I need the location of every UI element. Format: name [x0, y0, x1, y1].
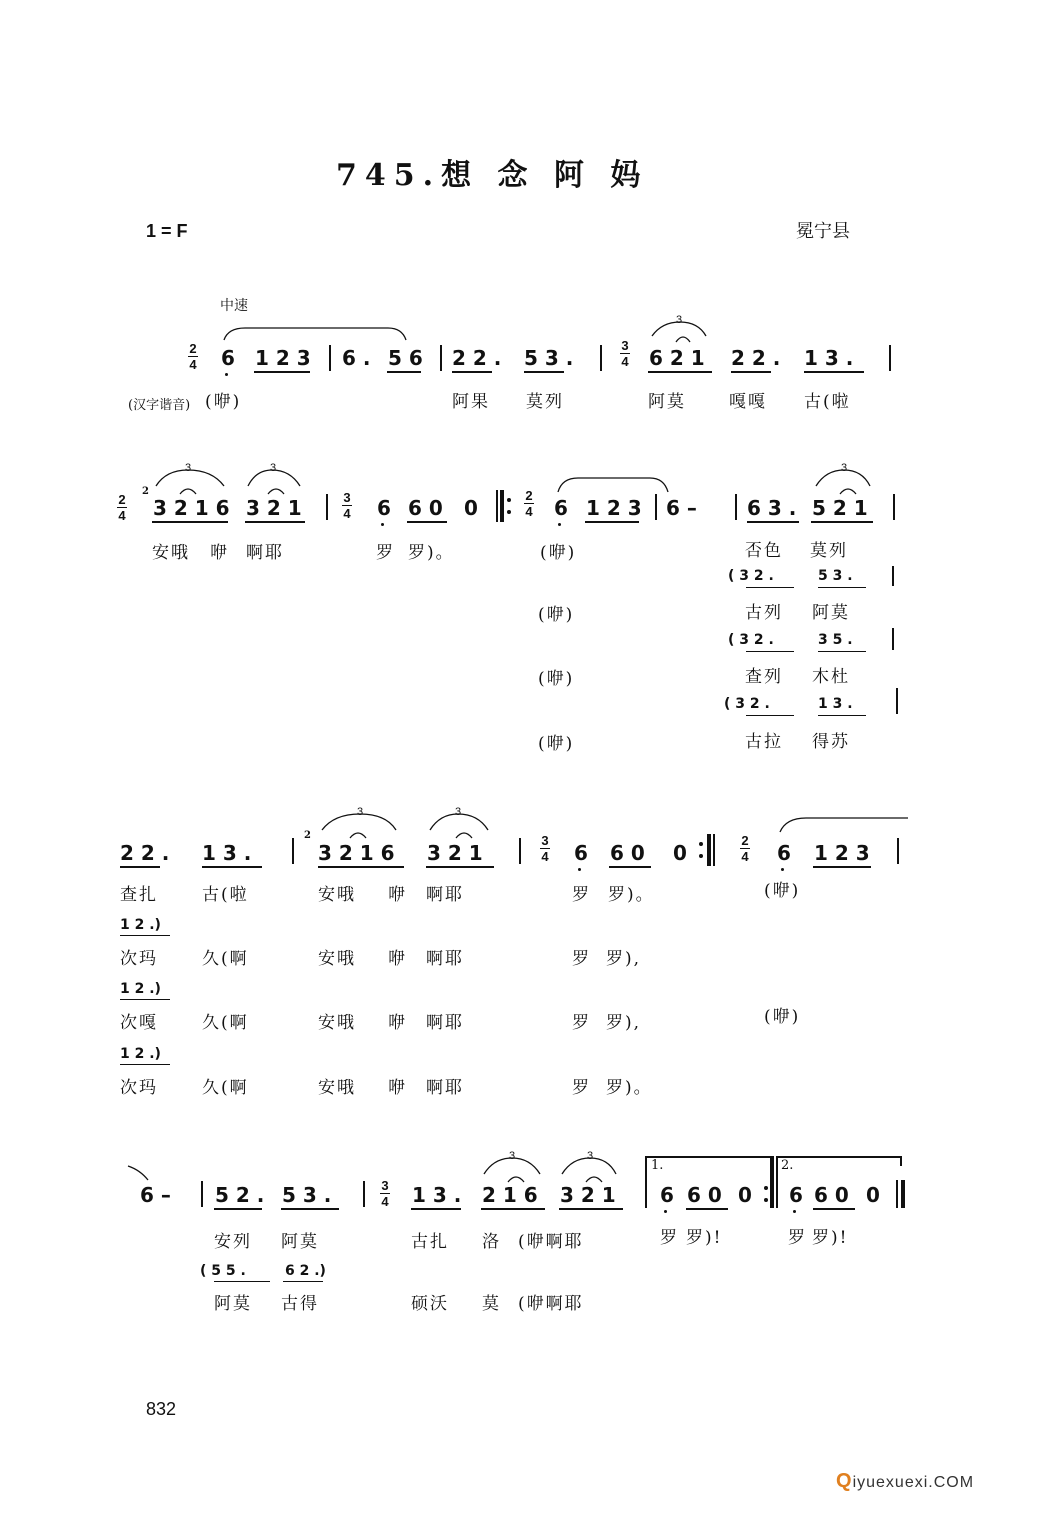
lyric: 古列 [745, 603, 783, 623]
watermark-logo-letter: Q [836, 1470, 853, 1492]
alt-notes: 1 2 .) [120, 917, 161, 933]
alt-notes: 1 3 . [818, 696, 853, 712]
note-group: 1 2 3 [814, 841, 870, 865]
lyric: 莫列 [810, 541, 848, 561]
note-group: 5 2 . [215, 1183, 265, 1207]
lyric: 硕沃 [411, 1294, 449, 1314]
note: 6 [789, 1183, 803, 1207]
lyric: (咿) [205, 392, 242, 412]
triplet-number: 3 [841, 462, 848, 474]
lyric: (咿啊耶 [518, 1294, 584, 1314]
repeat-dot [699, 842, 703, 846]
triplet-notes: 3 2 1 [560, 1183, 616, 1207]
lyric: 罗)! [812, 1228, 849, 1248]
repeat-dot [764, 1198, 768, 1202]
lyric: 古拉 [745, 732, 783, 752]
note: 6 [660, 1183, 674, 1207]
note-group: 6 0 [814, 1183, 849, 1207]
note: 0 [738, 1183, 752, 1207]
note-group: 1 3 . [202, 841, 252, 865]
repeat-dot [699, 854, 703, 858]
triplet-notes: 6 2 1 [649, 346, 705, 370]
lyric: 啊耶 [426, 885, 464, 905]
lyric: 安哦 [318, 1013, 356, 1033]
note: 6 [377, 496, 391, 520]
lyric: 久(啊 [202, 1078, 249, 1098]
lyric: 莫 [482, 1294, 501, 1314]
time-signature-2-4: 2 4 [118, 492, 126, 523]
slur [128, 1166, 148, 1180]
lyric: (咿) [538, 734, 575, 754]
time-signature-3-4: 3 4 [541, 833, 549, 864]
note-group: 2 2 . [452, 346, 502, 370]
tie [350, 833, 366, 838]
lyric: 罗 [376, 543, 395, 563]
lyric: 咿 [388, 1078, 407, 1098]
tie [840, 489, 856, 494]
triplet-notes: 5 2 1 [812, 496, 868, 520]
note-group: 5 3 . [282, 1183, 332, 1207]
triplet-number: 3 [270, 462, 277, 474]
alt-notes: ( 3 2 . [728, 568, 774, 584]
note-group: 6 0 [408, 496, 443, 520]
lyric: 咿 [388, 885, 407, 905]
tempo-marking: 中速 [220, 298, 248, 314]
note-group: 1 2 3 [255, 346, 311, 370]
page-number: 832 [146, 1399, 177, 1419]
key-signature: 1 = F [146, 221, 188, 241]
lyric: 阿莫 [281, 1232, 319, 1252]
note: 0 [673, 841, 687, 865]
region-label: 冕宁县 [796, 221, 850, 242]
note-group: 1 2 3 [586, 496, 642, 520]
lyric: 罗), [606, 949, 642, 969]
volta-label: 2. [781, 1158, 794, 1173]
lyric: 次玛 [120, 1078, 158, 1098]
time-signature-3-4: 3 4 [343, 490, 351, 521]
watermark-text: iyuexuexi.COM [852, 1474, 975, 1491]
alt-notes: 1 2 .) [120, 1046, 161, 1062]
note: 0 [464, 496, 478, 520]
note-group: 6 0 [610, 841, 645, 865]
lyric: 罗 [572, 949, 591, 969]
triplet-number: 3 [587, 1150, 594, 1162]
lyric: 安哦 [318, 885, 356, 905]
lyric: 罗)。 [408, 543, 455, 563]
tie [676, 337, 690, 342]
lyric: 次玛 [120, 949, 158, 969]
lyric: 查扎 [120, 885, 158, 905]
note: 0 [866, 1183, 880, 1207]
lyric: 罗), [606, 1013, 642, 1033]
lyric: 否色 [745, 541, 783, 561]
lyric: 啊耶 [426, 1078, 464, 1098]
lyric: 阿莫 [214, 1294, 252, 1314]
time-signature-2-4: 2 4 [525, 488, 533, 519]
lyric: 古(啦 [804, 392, 851, 412]
alt-notes: ( 3 2 . [728, 632, 774, 648]
slur [224, 328, 406, 340]
note-group: 1 3 . [804, 346, 854, 370]
triplet-notes: 3 2 1 6 [153, 496, 230, 520]
lyric: 安哦 [152, 543, 190, 563]
alt-notes: ( 5 5 . [200, 1263, 246, 1279]
note-group: 1 3 . [412, 1183, 462, 1207]
tie [268, 489, 284, 494]
lyric: (咿) [540, 543, 577, 563]
alt-notes: ( 3 2 . [724, 696, 770, 712]
triplet-notes: 2 1 6 [482, 1183, 538, 1207]
lyric: 罗 [788, 1228, 807, 1248]
lyric: 阿果 [452, 392, 490, 412]
lyric-note: (汉字谐音) [128, 398, 191, 413]
note-group: 6 3 . [747, 496, 797, 520]
lyric: 洛 [482, 1232, 501, 1252]
note-group: 6 . [342, 346, 371, 370]
time-signature-2-4: 2 4 [189, 341, 197, 372]
lyric: (咿) [538, 605, 575, 625]
lyric: 得苏 [812, 732, 850, 752]
lyric: 古扎 [411, 1232, 449, 1252]
lyric: 安哦 [318, 949, 356, 969]
lyric: 啊耶 [426, 949, 464, 969]
tie [180, 489, 196, 494]
lyric: 咿 [388, 1013, 407, 1033]
note-group: 6 0 [687, 1183, 722, 1207]
lyric: (咿) [538, 669, 575, 689]
grace-note: 2 [142, 486, 149, 497]
lyric: 久(啊 [202, 1013, 249, 1033]
song-title: 745.想 念 阿 妈 [336, 158, 649, 193]
lyric: 罗)。 [608, 885, 655, 905]
grace-note: 2 [304, 830, 311, 841]
slur [780, 818, 908, 832]
note-group: 6 – [140, 1183, 171, 1207]
lyric: 莫列 [526, 392, 564, 412]
alt-notes: 3 5 . [818, 632, 853, 648]
time-signature-3-4: 3 4 [621, 338, 629, 369]
lyric: 古得 [281, 1294, 319, 1314]
lyric: 咿 [210, 543, 229, 563]
lyric: 咿 [388, 949, 407, 969]
lyric: 木杜 [812, 667, 850, 687]
triplet-notes: 3 2 1 [427, 841, 483, 865]
note-group: 5 6 [388, 346, 423, 370]
triplet-number: 3 [185, 462, 192, 474]
lyric: 罗 [572, 885, 591, 905]
triplet-number: 3 [676, 314, 683, 326]
note: 6 [221, 346, 235, 370]
lyric: 罗 [572, 1013, 591, 1033]
alt-notes: 1 2 .) [120, 981, 161, 997]
repeat-dot [507, 510, 511, 514]
tie [508, 1177, 524, 1182]
lyric: 次嘎 [120, 1013, 158, 1033]
lyric: 罗 [572, 1078, 591, 1098]
note-group: 2 2 . [120, 841, 170, 865]
lyric: (咿) [764, 881, 801, 901]
lyric: 查列 [745, 667, 783, 687]
note-group: 5 3 . [524, 346, 574, 370]
lyric: 啊耶 [426, 1013, 464, 1033]
triplet-notes: 3 2 1 [246, 496, 302, 520]
lyric: 安哦 [318, 1078, 356, 1098]
note-group: 2 2 . [731, 346, 781, 370]
triplet-notes: 3 2 1 6 [318, 841, 395, 865]
alt-notes: 5 3 . [818, 568, 853, 584]
lyric: (咿啊耶 [518, 1232, 584, 1252]
note: 6 [574, 841, 588, 865]
lyric: 啊耶 [246, 543, 284, 563]
note: 6 [777, 841, 791, 865]
lyric: 阿莫 [812, 603, 850, 623]
site-watermark [836, 1470, 974, 1493]
lyric: 古(啦 [202, 885, 249, 905]
triplet-number: 3 [509, 1150, 516, 1162]
triplet-number: 3 [455, 806, 462, 818]
lyric: 罗)。 [606, 1078, 653, 1098]
note: 6 [554, 496, 568, 520]
lyric: 罗 [660, 1228, 679, 1248]
triplet-number: 3 [357, 806, 364, 818]
lyric: 嘎嘎 [729, 392, 767, 412]
repeat-dot [507, 498, 511, 502]
slur [558, 478, 668, 492]
tie [456, 833, 472, 838]
time-signature-3-4: 3 4 [381, 1178, 389, 1209]
lyric: 久(啊 [202, 949, 249, 969]
lyric: 罗)! [686, 1228, 723, 1248]
lyric: 阿莫 [648, 392, 686, 412]
repeat-dot [764, 1186, 768, 1190]
tie [586, 1177, 602, 1182]
lyric: (咿) [764, 1007, 801, 1027]
time-signature-2-4: 2 4 [741, 833, 749, 864]
volta-label: 1. [651, 1158, 664, 1173]
alt-notes: 6 2 .) [285, 1263, 326, 1279]
note-group: 6 – [666, 496, 697, 520]
lyric: 安列 [214, 1232, 252, 1252]
